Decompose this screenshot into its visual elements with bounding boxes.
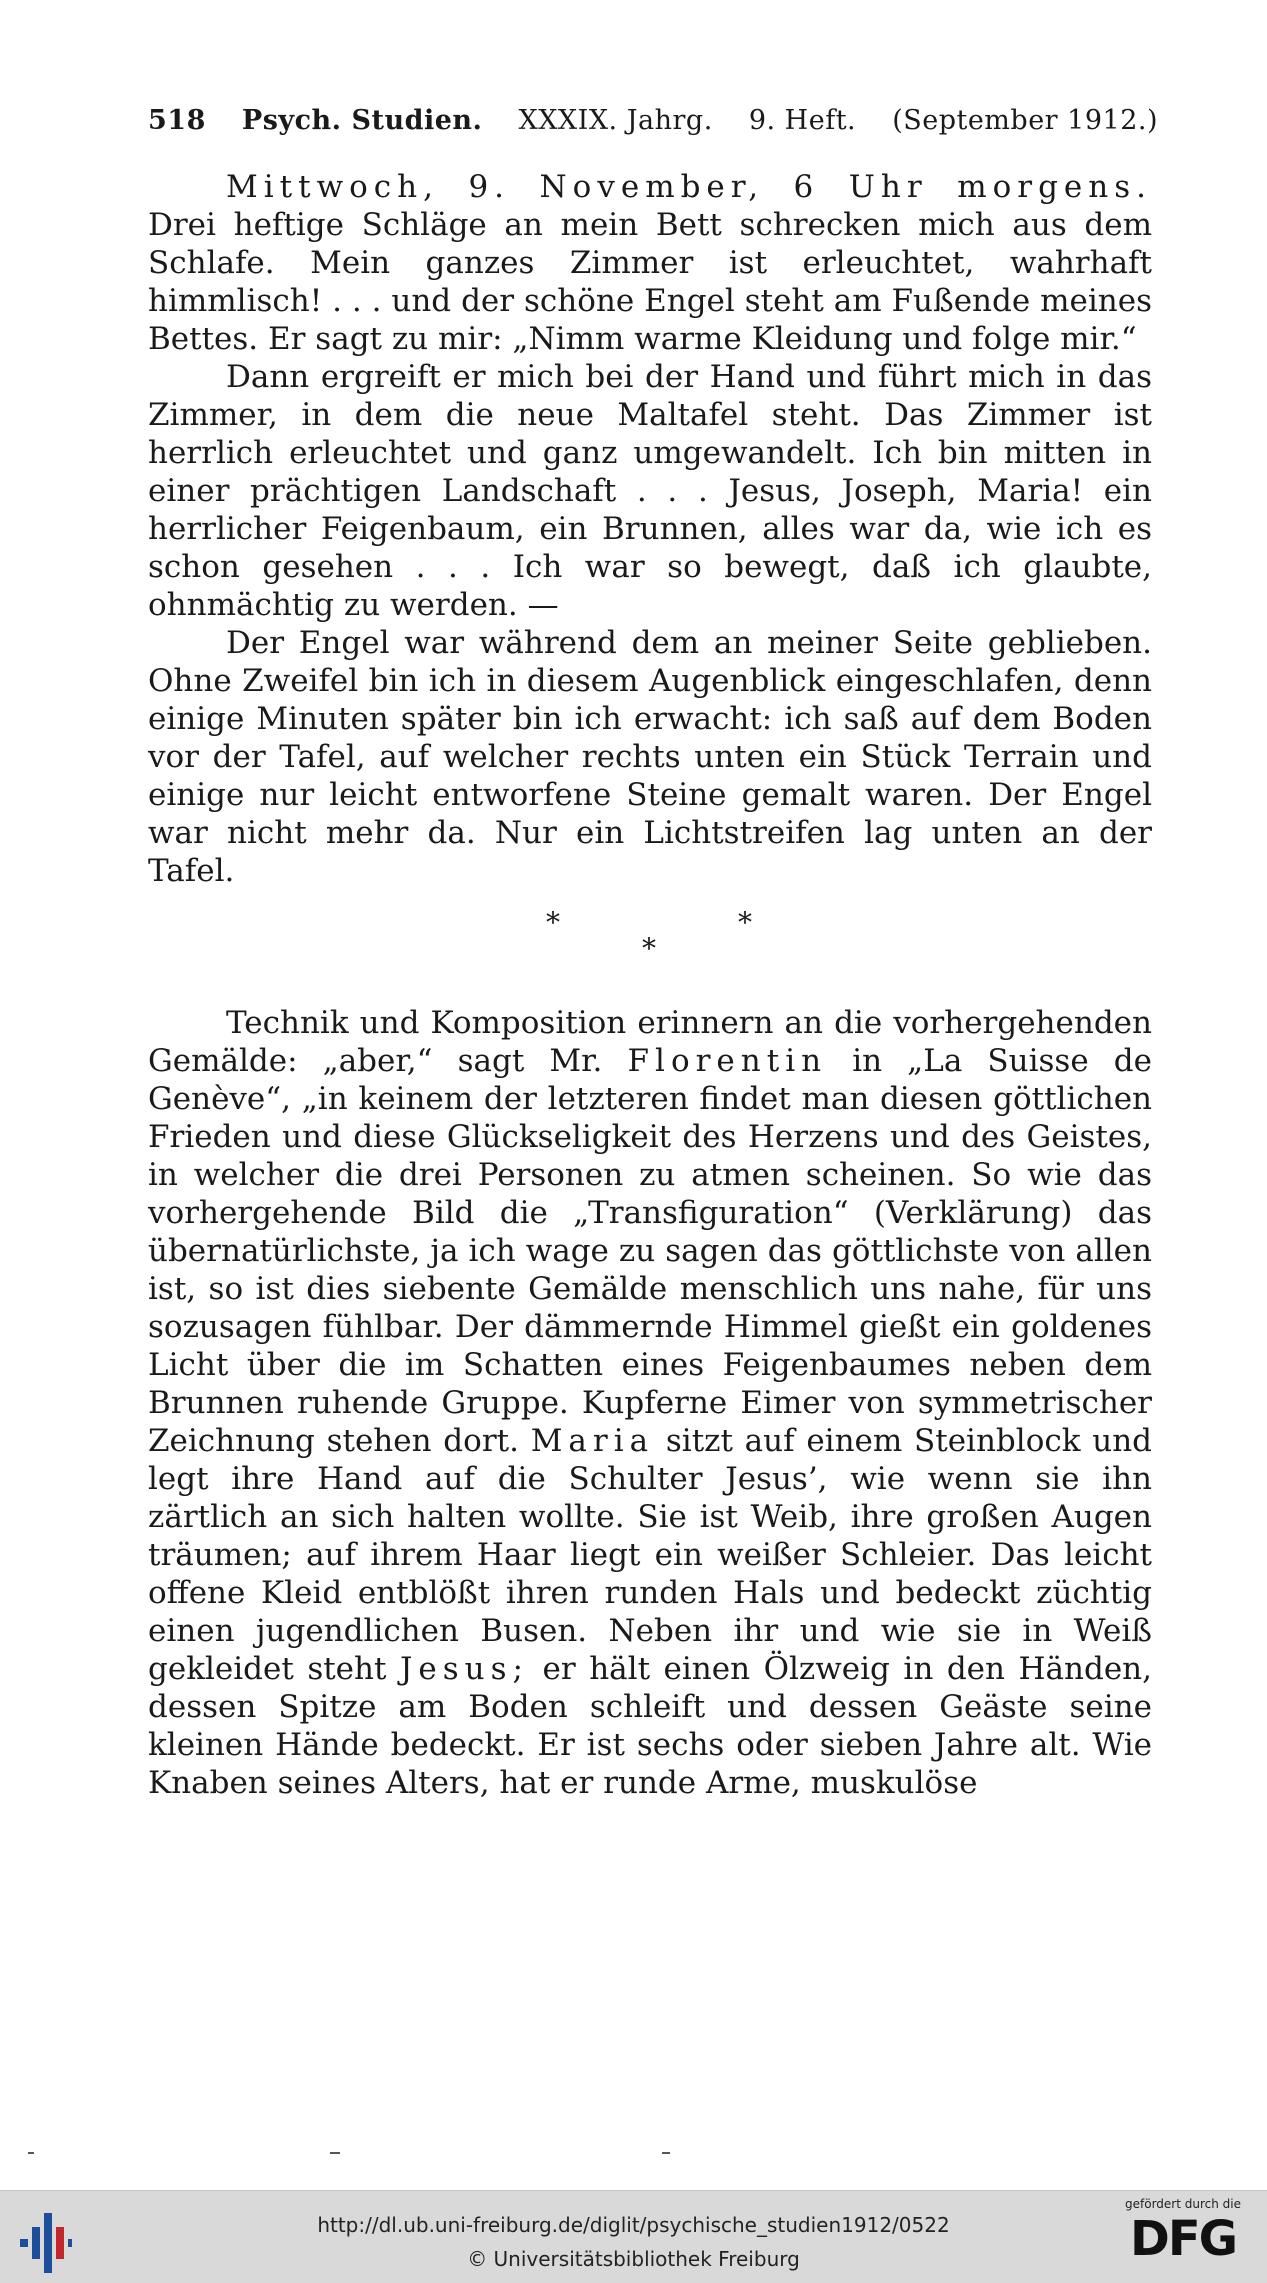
dfg-logo	[1113, 2197, 1253, 2267]
source-url-link[interactable]: http://dl.ub.uni-freiburg.de/diglit/psychische_studien1912/0522	[317, 2213, 950, 2237]
section-separator	[148, 896, 1152, 1000]
paragraph: Der Engel war während dem an meiner Seite geblieben. Ohne Zweifel bin ich in diesem Augenblick eingeschlafen, denn einige Minuten später bin ich erwacht: ich saß auf dem Boden vor der Tafel, auf welcher rechts unten ein Stück Terrain und einige nur leicht entworfene Steine gemalt waren. Der Engel war nicht mehr da. Nur ein Lichtstreifen lag unten an der Tafel.	[148, 625, 1152, 889]
spaced-name: Florentin	[627, 1043, 828, 1079]
body-text	[148, 168, 1152, 1802]
funding-note: gefördert durch die	[1125, 2197, 1241, 2211]
page-number: 518	[148, 105, 206, 136]
paragraph-lead: Mittwoch, 9. November, 6 Uhr morgens.	[226, 169, 1152, 205]
paragraph: Dann ergreift er mich bei der Hand und führt mich in das Zimmer, in dem die neue Maltafel steht. Das Zimmer ist herrlich erleuchtet und ganz umgewandelt. Ich bin mitten in einer prächtigen Landschaft . . . Jesus, Joseph, Maria! ein herrlicher Feigenbaum, ein Brunnen, alles war da, wie ich es schon gesehen . . . Ich war so bewegt, daß ich glaubte, ohnmächtig zu werden. —	[148, 359, 1152, 623]
paragraph	[148, 1004, 1152, 1802]
separator-star: *	[546, 906, 560, 939]
paragraph-text: Technik und Komposition erinnern an die vorhergehenden Gemälde: „aber,“ sagt Mr.	[148, 1005, 1152, 1079]
spaced-name: Maria	[530, 1423, 655, 1459]
volume-label: XXXIX. Jahrg.	[518, 105, 713, 136]
journal-title: Psych. Studien.	[241, 105, 483, 136]
issue-label: 9. Heft.	[748, 105, 857, 136]
running-header	[148, 105, 1158, 136]
dfg-logo-text: DFG	[1129, 2211, 1237, 2267]
separator-star: *	[642, 932, 656, 965]
paragraph	[148, 168, 1152, 358]
viewer-footer	[0, 2190, 1267, 2283]
separator-star: *	[738, 906, 752, 939]
paragraph-text: er hält einen Ölzweig in den Händen, dessen Spitze am Boden schleift und dessen Geäste seine kleinen Hände bedeckt. Er ist sechs oder sieben Jahre alt. Wie Knaben seines Alters, hat er runde Arme, muskulöse	[148, 1651, 1152, 1801]
paragraph-text: Drei heftige Schläge an mein Bett schrecken mich aus dem Schlafe. Mein ganzes Zimmer ist erleuchtet, wahrhaft himmlisch! . . . und der schöne Engel steht am Fußende meines Bettes. Er sagt zu mir: „Nimm warme Kleidung und folge mir.“	[148, 207, 1152, 357]
copyright-text: © Universitätsbibliothek Freiburg	[467, 2247, 800, 2271]
spaced-name: Jesus;	[399, 1651, 529, 1687]
paragraph-text: in „La Suisse de Genève“, „in keinem der letzteren findet man diesen göttlichen Frieden und diese Glückseligkeit des Herzens und des Geistes, in welcher die drei Personen zu atmen scheinen. So wie das vorhergehende Bild die „Transfiguration“ (Verklärung) das übernatürlichste, ja ich wage zu sagen das göttlichste von allen ist, so ist dies siebente Gemälde menschlich uns nahe, für uns sozusagen fühlbar. Der dämmernde Himmel gießt ein goldenes Licht über die im Schatten eines Feigenbaumes neben dem Brunnen ruhende Gruppe. Kupferne Eimer von symmetrischer Zeichnung stehen dort.	[148, 1043, 1152, 1459]
paragraph-text: sitzt auf einem Steinblock und legt ihre Hand auf die Schulter Jesus’, wie wenn sie ihn zärtlich an sich halten wollte. Sie ist Weib, ihre großen Augen träumen; auf ihrem Haar liegt ein weißer Schleier. Das leicht offene Kleid entblößt ihren runden Hals und bedeckt züchtig einen jugendlichen Busen. Neben ihr und wie sie in Weiß gekleidet steht	[148, 1423, 1153, 1687]
scan-artifacts	[0, 2152, 1267, 2158]
date-label: (September 1912.)	[892, 105, 1158, 136]
